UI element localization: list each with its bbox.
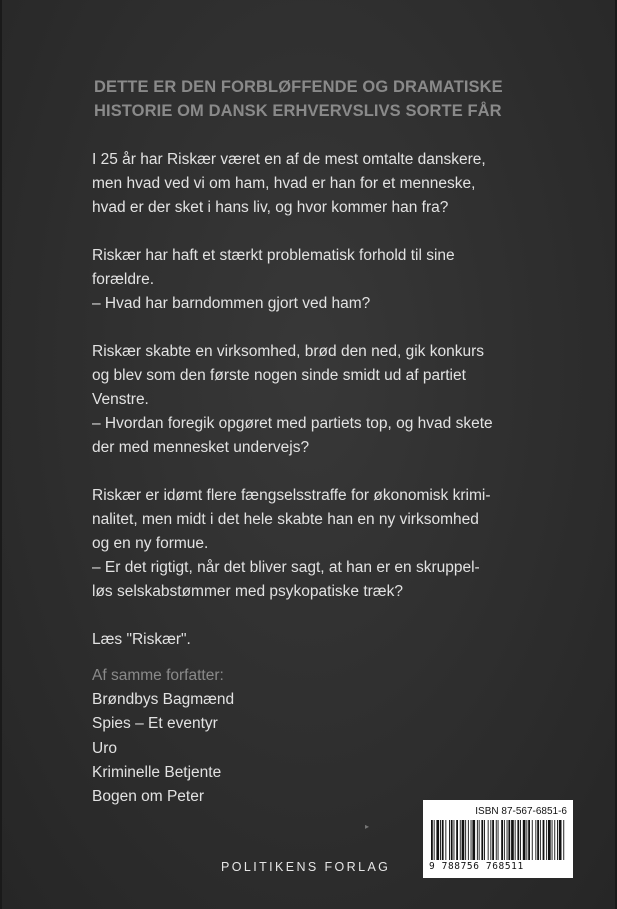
blurb-paragraph-read	[92, 628, 532, 652]
barcode-bar	[511, 820, 514, 860]
barcode-bar	[548, 820, 551, 860]
barcode-bar	[498, 820, 499, 860]
list-item: Brøndbys Bagmænd	[92, 691, 235, 708]
text-line: hvad er der sket i hans liv, og hvor kommer han fra?	[92, 199, 449, 216]
barcode-bar	[488, 820, 489, 860]
barcode-bar	[492, 820, 494, 860]
text-line: Læs "Riskær".	[92, 631, 191, 648]
barcode-bar	[471, 820, 472, 860]
list-item: Kriminelle Betjente	[92, 763, 222, 781]
barcode-bar	[523, 820, 526, 860]
text-line: Riskær har haft et stærkt problematisk forhold til sine	[92, 247, 455, 264]
barcode-label	[423, 800, 573, 878]
also-by-list	[92, 688, 234, 809]
barcode-bar	[526, 820, 527, 860]
barcode-bar	[451, 820, 453, 860]
barcode-bar	[528, 820, 530, 860]
text-line: forældre.	[92, 271, 155, 288]
barcode-bar	[504, 820, 505, 860]
barcode-bar	[456, 820, 458, 860]
barcode-bar	[445, 820, 446, 860]
text-line: – Hvordan foregik opgøret med partiets top, og hvad skete	[92, 415, 493, 432]
barcode-bar	[479, 820, 480, 860]
barcode-bar	[535, 820, 536, 860]
barcode-bar	[477, 820, 478, 860]
text-line: – Hvad har barndommen gjort ved ham?	[92, 295, 371, 312]
barcode-bar	[440, 820, 441, 860]
text-line: løs selskabstømmer med psykopatiske træk?	[92, 583, 403, 600]
headline-line: HISTORIE OM DANSK ERHVERVSLIVS SORTE FÅR	[94, 102, 502, 120]
barcode-bar	[442, 820, 444, 860]
barcode-bar	[546, 820, 547, 860]
barcode-icon	[429, 820, 567, 860]
barcode-bar	[496, 820, 497, 860]
barcode-bar	[436, 820, 439, 860]
blurb-text	[92, 148, 532, 676]
barcode-bar	[537, 820, 539, 860]
text-line: der med mennesket undervejs?	[92, 439, 310, 456]
barcode-bar	[557, 820, 558, 860]
blurb-paragraph-parents	[92, 244, 532, 316]
barcode-bar	[501, 820, 503, 860]
blurb-paragraph-business	[92, 340, 532, 460]
list-item: Bogen om Peter	[92, 788, 205, 806]
barcode-bar	[508, 820, 510, 860]
isbn-number: ISBN 87-567-6851-6	[475, 806, 567, 817]
speck-mark: ▸	[365, 822, 370, 831]
barcode-bar	[552, 820, 553, 860]
also-by-heading: Af samme forfatter:	[92, 667, 224, 684]
text-line: – Er det rigtigt, når det bliver sagt, at han er en skruppel-	[92, 559, 480, 576]
barcode-bar	[520, 820, 521, 860]
barcode-bar	[507, 820, 508, 860]
headline-line: DETTE ER DEN FORBLØFFENDE OG DRAMATISKE	[94, 78, 503, 96]
barcode-bar	[484, 820, 485, 860]
barcode-bar	[434, 820, 435, 860]
text-line: nalitet, men midt i det hele skabte han en ny virksomhed	[92, 511, 479, 528]
text-line: Riskær er idømt flere fængselsstraffe for økonomisk krimi-	[92, 487, 491, 504]
barcode-bar	[462, 820, 465, 860]
headline	[94, 75, 534, 123]
barcode-digits: 9 788756 768511	[429, 861, 524, 872]
text-line: Venstre.	[92, 391, 149, 408]
barcode-bar	[468, 820, 469, 860]
text-line: Riskær skabte en virksomhed, brød den ned, gik konkurs	[92, 343, 484, 360]
blurb-paragraph-intro	[92, 148, 532, 220]
barcode-bar	[490, 820, 491, 860]
barcode-bar	[517, 820, 519, 860]
barcode-bar	[460, 820, 461, 860]
barcode-bar	[559, 820, 562, 860]
publisher-name: POLITIKENS FORLAG	[221, 860, 391, 874]
text-line: men hvad ved vi om ham, hvad er han for et menneske,	[92, 175, 476, 192]
barcode-bar	[481, 820, 483, 860]
barcode-bar	[532, 820, 533, 860]
text-line: og en ny formue.	[92, 535, 209, 552]
text-line: og blev som den første nogen sinde smidt ud af partiet	[92, 367, 466, 384]
barcode-bar	[454, 820, 455, 860]
text-line: I 25 år har Riskær været en af de mest omtalte danskere,	[92, 151, 486, 168]
barcode-bar	[465, 820, 466, 860]
blurb-paragraph-crime	[92, 484, 532, 604]
barcode-bar	[554, 820, 555, 860]
list-item: Spies – Et eventyr	[92, 715, 218, 733]
barcode-bar	[431, 820, 433, 860]
barcode-bar	[540, 820, 541, 860]
barcode-bar	[449, 820, 450, 860]
barcode-bar	[515, 820, 516, 860]
barcode-bar	[563, 820, 564, 860]
barcode-bar	[543, 820, 545, 860]
list-item: Uro	[92, 739, 117, 757]
barcode-bar	[472, 820, 475, 860]
